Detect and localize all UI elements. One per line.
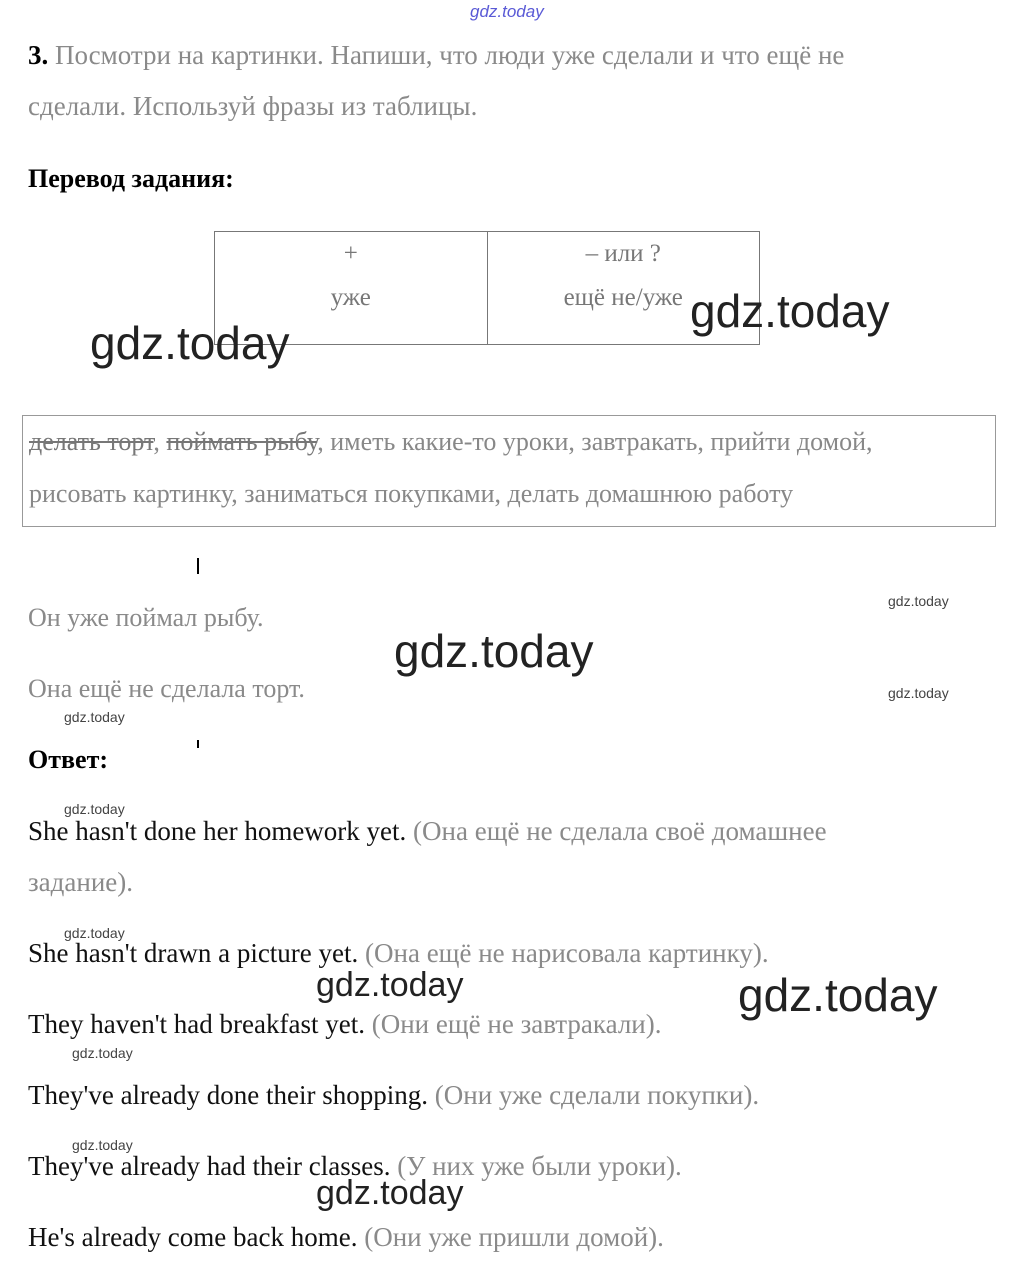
table-value-already: уже — [330, 284, 371, 311]
task-number: 3. — [28, 40, 49, 70]
answer-ru: (Она ещё не нарисовала картинку). — [365, 938, 769, 968]
answer-en: They've already done their shopping. — [28, 1080, 428, 1110]
phrases-box — [22, 415, 996, 527]
task-text-1: Посмотри на картинки. Напиши, что люди уже сделали и что ещё не — [55, 40, 845, 70]
answer-ru: (У них уже были уроки). — [397, 1151, 682, 1181]
watermark: gdz.today — [90, 317, 290, 369]
example-2: Она ещё не сделала торт. — [28, 674, 305, 703]
watermark: gdz.today — [888, 685, 949, 701]
task-line-1 — [28, 40, 844, 71]
watermark: gdz.today — [394, 625, 594, 677]
answer-3 — [28, 1009, 662, 1040]
watermark: gdz.today — [316, 966, 464, 1004]
answer-en: He's already come back home. — [28, 1222, 358, 1252]
stray-mark — [197, 740, 199, 748]
watermark-top: gdz.today — [470, 2, 544, 21]
phrase-struck: делать торт — [29, 427, 154, 456]
table-value-not-yet: ещё не/уже — [563, 284, 683, 311]
table-header-plus: + — [343, 240, 358, 267]
answer-6 — [28, 1222, 664, 1253]
watermark: gdz.today — [888, 593, 949, 609]
example-1: Он уже поймал рыбу. — [28, 603, 264, 632]
phrase-sep: , — [153, 427, 167, 456]
watermark: gdz.today — [316, 1174, 464, 1212]
phrases-line-2: рисовать картинку, заниматься покупками, делать домашнюю работу — [29, 479, 794, 508]
answer-1-cont: задание). — [28, 867, 133, 897]
table-header-minus: – или ? — [585, 240, 661, 267]
answer-2 — [28, 938, 769, 969]
answer-ru: (Они уже пришли домой). — [364, 1222, 664, 1252]
answer-heading: Ответ: — [28, 745, 109, 774]
phrases-rest: , иметь какие-то уроки, завтракать, прийти домой, — [317, 427, 873, 456]
answer-en: She hasn't drawn a picture yet. — [28, 938, 359, 968]
answer-4 — [28, 1080, 759, 1111]
answer-ru: (Они ещё не завтракали). — [371, 1009, 662, 1039]
translation-heading: Перевод задания: — [28, 164, 234, 193]
answer-en: They haven't had breakfast yet. — [28, 1009, 365, 1039]
grammar-table — [214, 231, 760, 345]
answer-ru: (Она ещё не сделала своё домашнее — [413, 816, 827, 846]
task-line-2: сделали. Используй фразы из таблицы. — [28, 91, 478, 121]
answer-en: She hasn't done her homework yet. — [28, 816, 407, 846]
phrases-line-1 — [29, 416, 989, 468]
watermark: gdz.today — [738, 969, 938, 1021]
stray-mark — [197, 558, 199, 574]
answer-ru: (Они уже сделали покупки). — [434, 1080, 760, 1110]
watermark: gdz.today — [64, 925, 125, 941]
answer-en: They've already had their classes. — [28, 1151, 391, 1181]
answer-1 — [28, 816, 827, 847]
watermark: gdz.today — [72, 1045, 133, 1061]
watermark: gdz.today — [64, 709, 125, 725]
watermark: gdz.today — [690, 285, 890, 337]
watermark: gdz.today — [72, 1137, 133, 1153]
watermark: gdz.today — [64, 801, 125, 817]
phrase-struck: поймать рыбу — [166, 427, 318, 456]
